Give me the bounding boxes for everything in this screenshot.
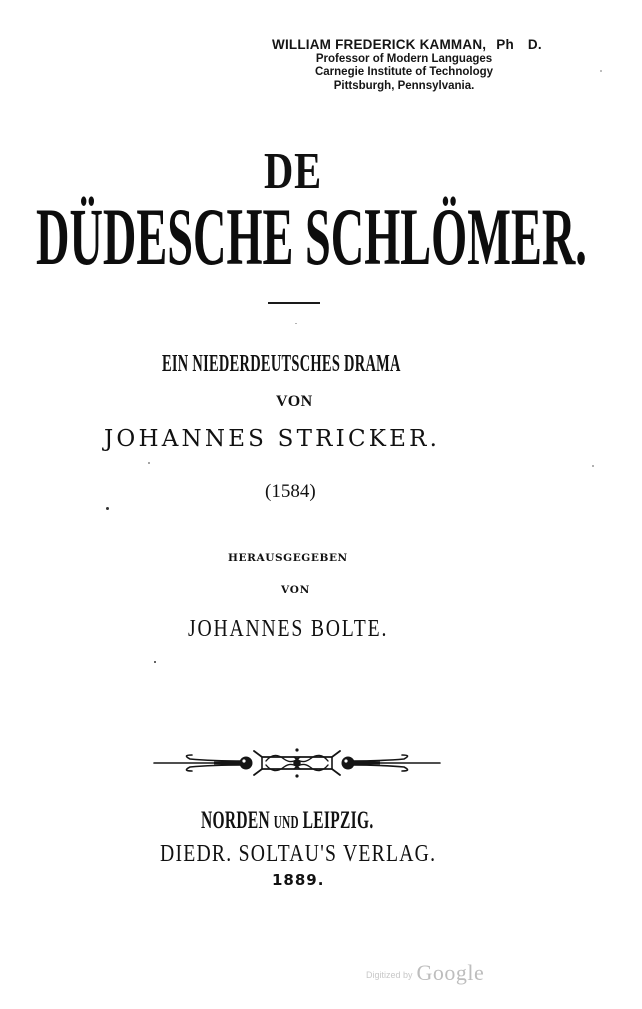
scan-speck xyxy=(106,507,109,510)
author-name: JOHANNES STRICKER. xyxy=(104,426,441,452)
title-article: DE xyxy=(264,143,322,200)
publication-cities xyxy=(201,808,374,833)
scan-speck xyxy=(154,661,156,663)
stamp-location-line: Pittsburgh, Pennsylvania. xyxy=(333,79,475,92)
title-rule-divider xyxy=(268,302,320,304)
owner-stamp xyxy=(272,38,572,92)
original-year: (1584) xyxy=(265,481,316,502)
author-by-label: VON xyxy=(276,393,313,410)
editor-name: JOHANNES BOLTE. xyxy=(188,616,389,642)
editor-by-label: VON xyxy=(281,584,311,596)
watermark-brand: Google xyxy=(416,960,485,985)
decorative-ornament-icon xyxy=(152,745,442,781)
scan-speck xyxy=(592,465,594,467)
stamp-degree-ph: Ph xyxy=(496,37,514,52)
publisher-name: DIEDR. SOLTAU'S VERLAG. xyxy=(160,841,437,867)
scan-speck xyxy=(295,323,297,324)
stamp-owner-name-line xyxy=(272,38,572,52)
city-leipzig: LEIPZIG. xyxy=(302,807,374,834)
stamp-title-line: Professor of Modern Languages xyxy=(315,52,493,65)
stamp-owner-name: WILLIAM FREDERICK KAMMAN, xyxy=(272,37,487,52)
edited-label: HERAUSGEGEBEN xyxy=(228,552,348,564)
publication-year: 1889. xyxy=(272,871,325,889)
stamp-degree-d: D. xyxy=(527,37,542,52)
digitized-by-google-watermark xyxy=(366,962,484,984)
watermark-prefix: Digitized by xyxy=(366,970,413,980)
city-norden: NORDEN xyxy=(201,807,271,834)
stamp-institution-line: Carnegie Institute of Technology xyxy=(314,66,494,78)
subtitle: EIN NIEDERDEUTSCHES DRAMA xyxy=(162,351,401,377)
city-conjunction: UND xyxy=(273,812,299,832)
scan-speck xyxy=(148,462,150,464)
scan-speck xyxy=(600,70,602,72)
main-title: DÜDESCHE SCHLÖMER. xyxy=(36,191,587,282)
